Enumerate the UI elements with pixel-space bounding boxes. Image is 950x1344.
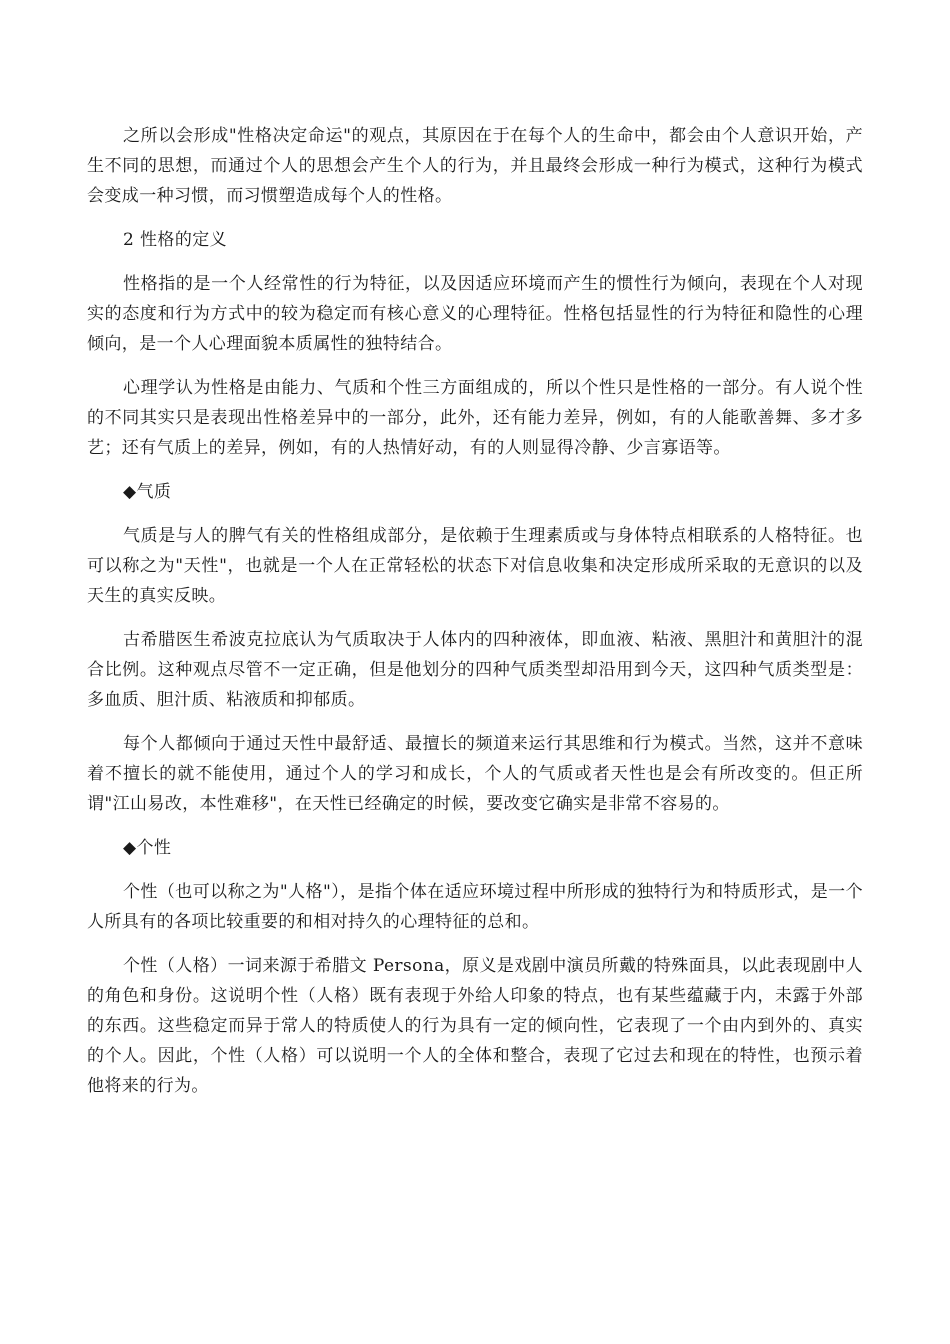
paragraph-psychology-composition: 心理学认为性格是由能力、气质和个性三方面组成的，所以个性只是性格的一部分。有人说个性的不同其实只是表现出性格差异中的一部分，此外，还有能力差异，例如，有的人能歌善舞、多才多艺；还有气质上的差异，例如，有的人热情好动，有的人则显得冷静、少言寡语等。 <box>87 378 863 458</box>
paragraph-temperament-definition: 气质是与人的脾气有关的性格组成部分，是依赖于生理素质或与身体特点相联系的人格特征。也可以称之为"天性"，也就是一个人在正常轻松的状态下对信息收集和决定形成所采取的无意识的以及天生的真实反映。 <box>87 526 863 606</box>
subheading-individuality: ◆个性 <box>123 838 172 858</box>
paragraph-hippocrates: 古希腊医生希波克拉底认为气质取决于人体内的四种液体，即血液、粘液、黑胆汁和黄胆汁的混合比例。这种观点尽管不一定正确，但是他划分的四种气质类型却沿用到今天，这四种气质类型是：多血质、胆汁质、粘液质和抑郁质。 <box>87 630 863 710</box>
section-heading-definition: 2 性格的定义 <box>123 230 228 250</box>
paragraph-individuality-definition: 个性（也可以称之为"人格"），是指个体在适应环境过程中所形成的独特行为和特质形式，是一个人所具有的各项比较重要的和相对持久的心理特征的总和。 <box>87 882 863 932</box>
document-page <box>87 121 863 1115</box>
paragraph-channel: 每个人都倾向于通过天性中最舒适、最擅长的频道来运行其思维和行为模式。当然，这并不意味着不擅长的就不能使用，通过个人的学习和成长，个人的气质或者天性也是会有所改变的。但正所谓"江山易改，本性难移"，在天性已经确定的时候，要改变它确实是非常不容易的。 <box>87 734 863 814</box>
paragraph-personality-definition: 性格指的是一个人经常性的行为特征，以及因适应环境而产生的惯性行为倾向，表现在个人对现实的态度和行为方式中的较为稳定而有核心意义的心理特征。性格包括显性的行为特征和隐性的心理倾向，是一个人心理面貌本质属性的独特结合。 <box>87 274 863 354</box>
paragraph-persona: 个性（人格）一词来源于希腊文 Persona，原义是戏剧中演员所戴的特殊面具，以此表现剧中人的角色和身份。这说明个性（人格）既有表现于外给人印象的特点，也有某些蕴藏于内，未露于外部的东西。这些稳定而异于常人的特质使人的行为具有一定的倾向性，它表现了一个由内到外的、真实的个人。因此，个性（人格）可以说明一个人的全体和整合，表现了它过去和现在的特性，也预示着他将来的行为。 <box>87 956 863 1096</box>
subheading-temperament: ◆气质 <box>123 482 172 502</box>
paragraph-destiny-view: 之所以会形成"性格决定命运"的观点，其原因在于在每个人的生命中，都会由个人意识开始，产生不同的思想，而通过个人的思想会产生个人的行为，并且最终会形成一种行为模式，这种行为模式会变成一种习惯，而习惯塑造成每个人的性格。 <box>87 126 863 206</box>
